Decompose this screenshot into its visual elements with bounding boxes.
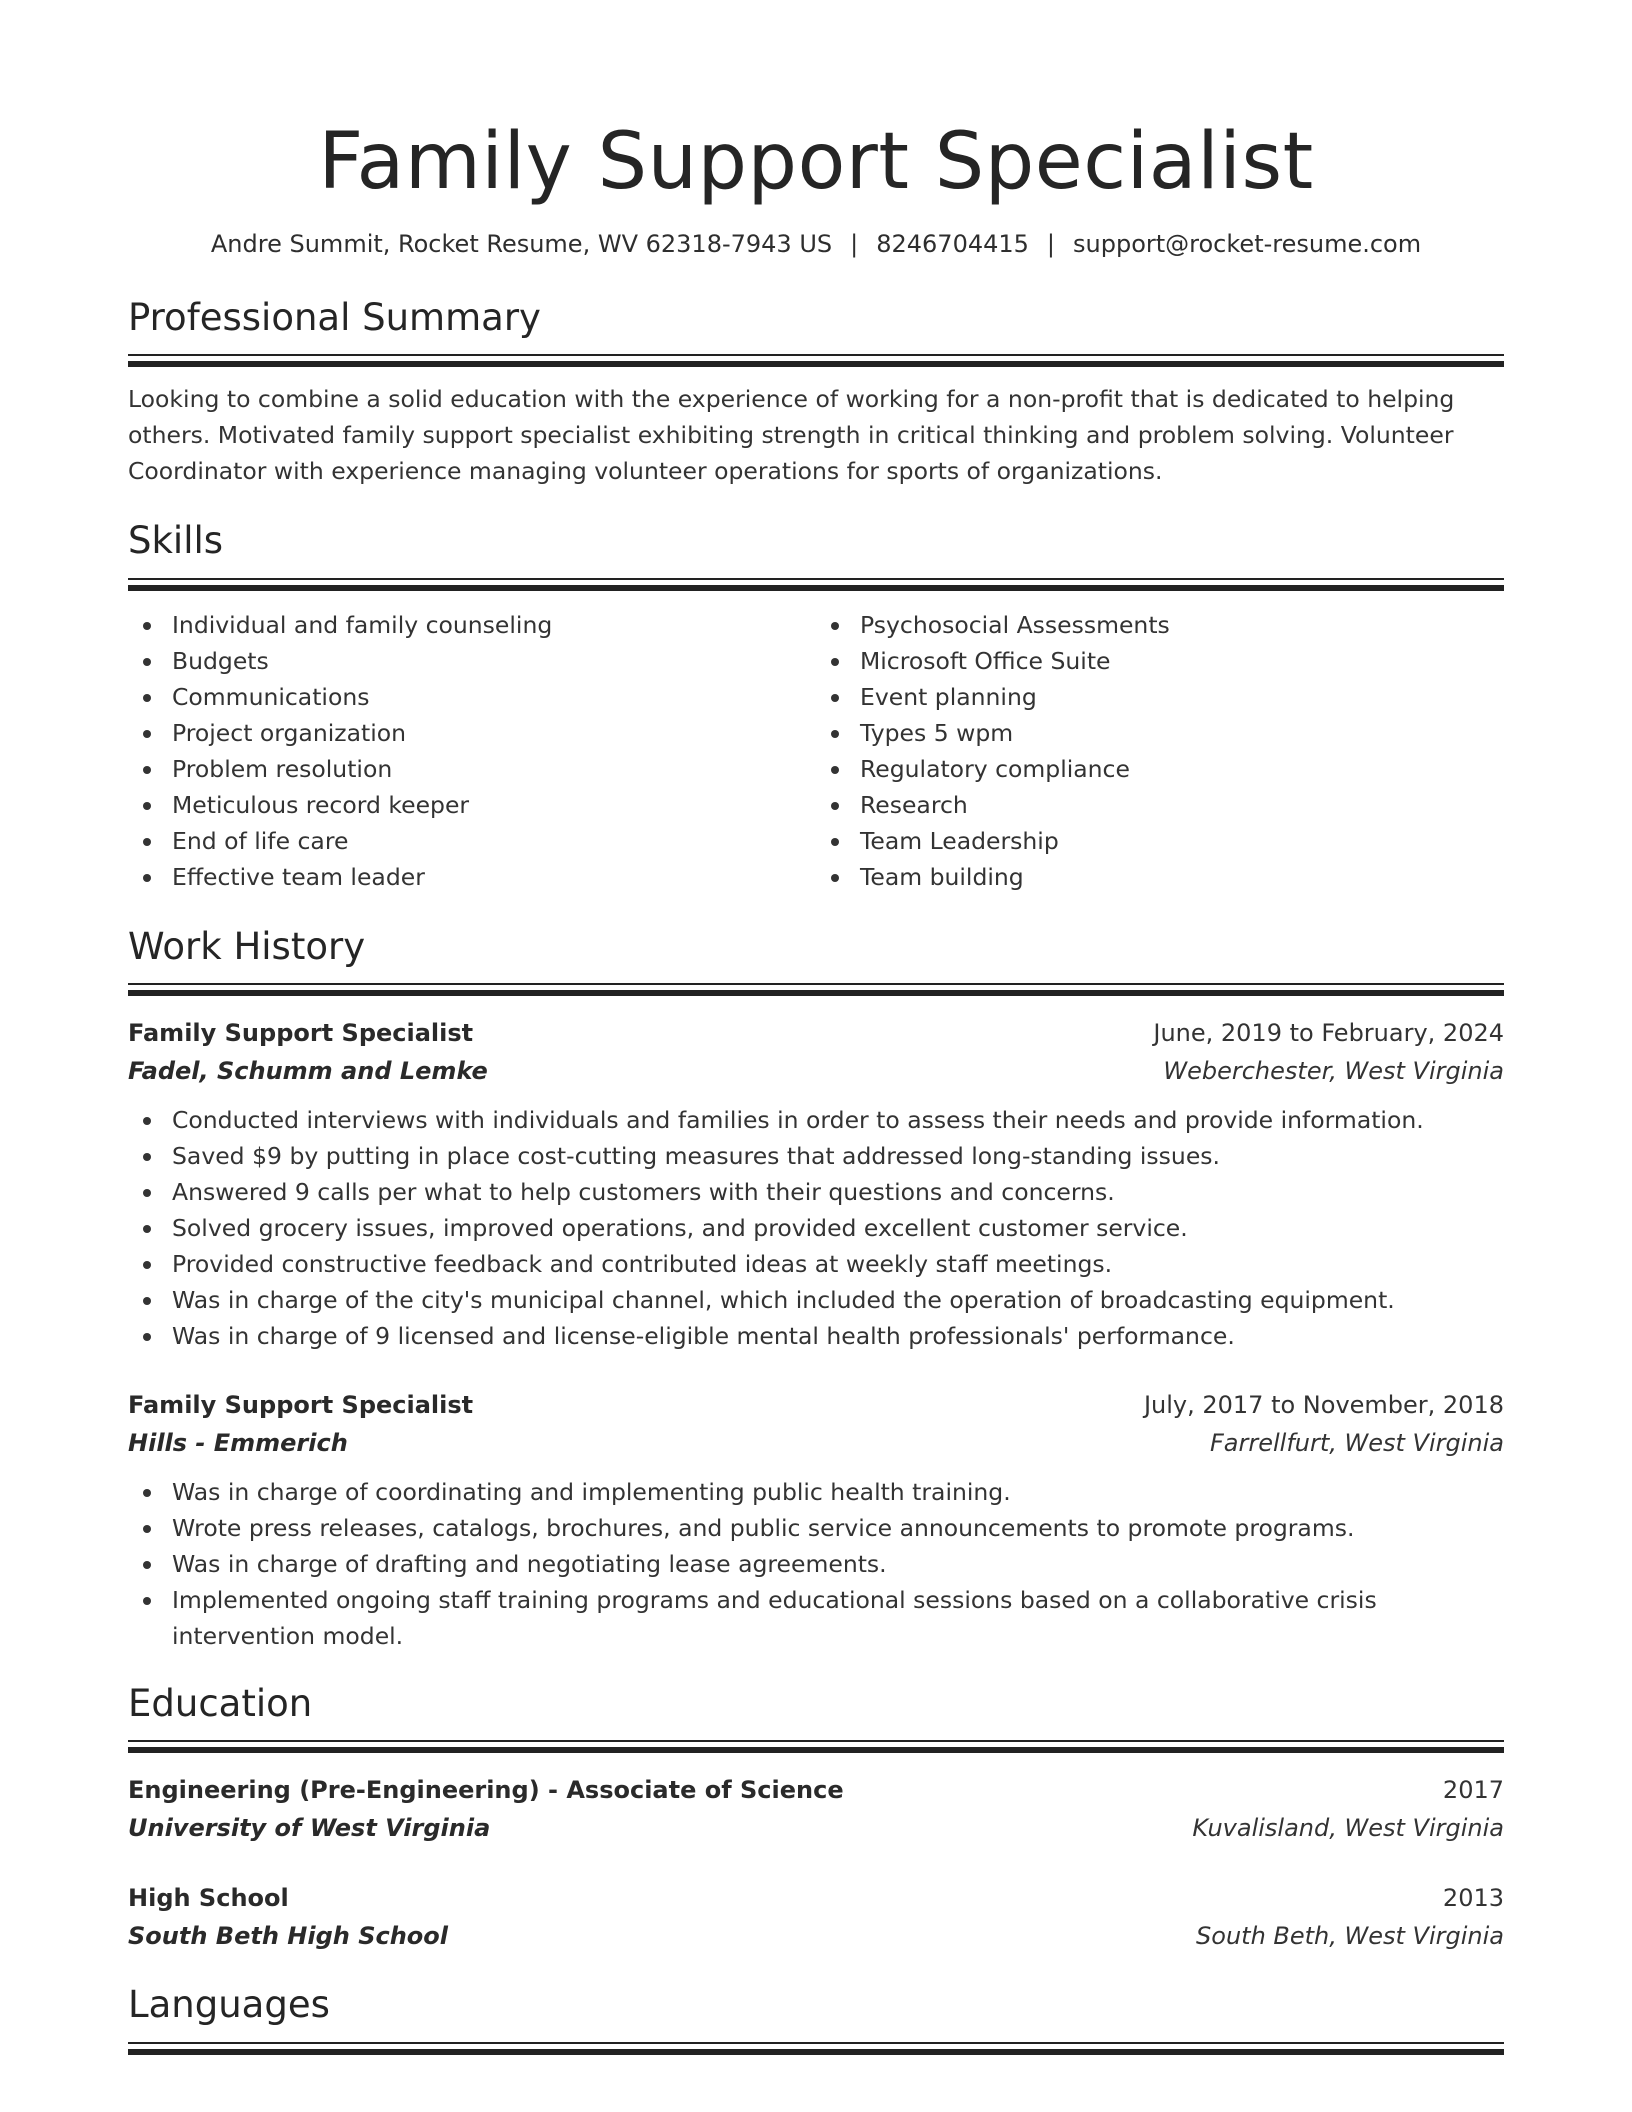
skill-item: Budgets [128,643,816,679]
education-school-row [128,1917,1504,1955]
skill-item: Individual and family counseling [128,607,816,643]
job-duty: Provided constructive feedback and contributed ideas at weekly staff meetings. [128,1246,1504,1282]
job-duty: Implemented ongoing staff training programs and educational sessions based on a collaborative crisis intervention model. [128,1582,1504,1654]
skill-item: Communications [128,679,816,715]
languages-heading: Languages [128,1983,330,2027]
job-company-row [128,1424,1504,1462]
skill-item: Psychosocial Assessments [816,607,1504,643]
summary-section [128,296,1504,489]
job-location: Weberchester, West Virginia [1163,1056,1504,1085]
section-divider [128,983,1504,996]
job-dates: July, 2017 to November, 2018 [1143,1390,1504,1419]
skill-item: Types 5 wpm [816,715,1504,751]
education-degree: High School [128,1884,289,1913]
skill-item: Microsoft Office Suite [816,643,1504,679]
skills-columns [128,607,1504,895]
job-duty: Wrote press releases, catalogs, brochures, and public service announcements to promote programs. [128,1510,1504,1546]
work-history-section [128,925,1504,1654]
job-entry [128,1386,1504,1654]
skills-heading: Skills [128,519,224,563]
education-school: South Beth High School [128,1922,448,1951]
skill-item: Meticulous record keeper [128,787,816,823]
job-entry [128,1014,1504,1354]
skills-list-left [128,607,816,895]
summary-text: Looking to combine a solid education with the experience of working for a non-profit that is dedicated to helping others. Motivated family support specialist exhibiting strength in critical thinking and problem solving. Volunteer Coordinator with experience managing volunteer operations for sports of organizations. [128,385,1455,486]
job-duty: Answered 9 calls per what to help customers with their questions and concerns. [128,1174,1504,1210]
section-divider [128,1740,1504,1753]
work-history-heading: Work History [128,924,366,968]
education-year: 2013 [1442,1884,1504,1913]
job-header-row [128,1386,1504,1424]
section-divider [128,354,1504,367]
education-location: South Beth, West Virginia [1196,1922,1504,1951]
languages-section [128,1983,1504,2054]
skill-item: Project organization [128,715,816,751]
skill-item: Team building [816,859,1504,895]
education-entry [128,1879,1504,1955]
resume-page [128,117,1504,2055]
job-duty: Solved grocery issues, improved operations, and provided excellent customer service. [128,1210,1504,1246]
education-section [128,1682,1504,1955]
job-duty: Was in charge of the city's municipal channel, which included the operation of broadcasting equipment. [128,1282,1504,1318]
skills-section [128,519,1504,894]
education-degree: Engineering (Pre-Engineering) - Associate of Science [128,1776,844,1805]
job-duties-list [128,1474,1504,1654]
skill-item: Regulatory compliance [816,751,1504,787]
job-location: Farrellfurt, West Virginia [1209,1428,1504,1457]
job-company-row [128,1052,1504,1090]
job-duties-list [128,1102,1504,1354]
education-entry [128,1771,1504,1847]
job-title: Family Support Specialist [128,1018,474,1047]
job-duty: Conducted interviews with individuals and families in order to assess their needs and provide information. [128,1102,1504,1138]
contact-line [128,230,1504,258]
education-header-row [128,1771,1504,1809]
education-location: Kuvalisland, West Virginia [1192,1814,1504,1843]
job-duty: Was in charge of drafting and negotiating lease agreements. [128,1546,1504,1582]
job-duty: Was in charge of 9 licensed and license-eligible mental health professionals' performance. [128,1318,1504,1354]
job-dates: June, 2019 to February, 2024 [1153,1018,1504,1047]
skill-item: Event planning [816,679,1504,715]
contact-phone: 8246704415 [876,229,1029,258]
section-divider [128,578,1504,591]
summary-heading: Professional Summary [128,295,541,339]
job-duty: Saved $9 by putting in place cost-cutting measures that addressed long-standing issues. [128,1138,1504,1174]
contact-separator: | [850,229,859,258]
job-title: Family Support Specialist [128,1390,474,1419]
skill-item: Problem resolution [128,751,816,787]
skill-item: Research [816,787,1504,823]
skill-item: End of life care [128,823,816,859]
job-header-row [128,1014,1504,1052]
skill-item: Effective team leader [128,859,816,895]
job-duty: Was in charge of coordinating and implementing public health training. [128,1474,1504,1510]
contact-email: support@rocket-resume.com [1073,229,1422,258]
contact-address: Andre Summit, Rocket Resume, WV 62318-7943 US [210,229,833,258]
contact-separator: | [1046,229,1056,258]
resume-name: Family Support Specialist [318,117,1314,207]
job-company: Fadel, Schumm and Lemke [128,1056,488,1085]
section-divider [128,2042,1504,2055]
education-school-row [128,1809,1504,1847]
job-company: Hills - Emmerich [128,1428,348,1457]
education-school: University of West Virginia [128,1814,491,1843]
education-year: 2017 [1442,1776,1504,1805]
skill-item: Team Leadership [816,823,1504,859]
skills-list-right [816,607,1504,895]
education-header-row [128,1879,1504,1917]
education-heading: Education [128,1681,313,1725]
